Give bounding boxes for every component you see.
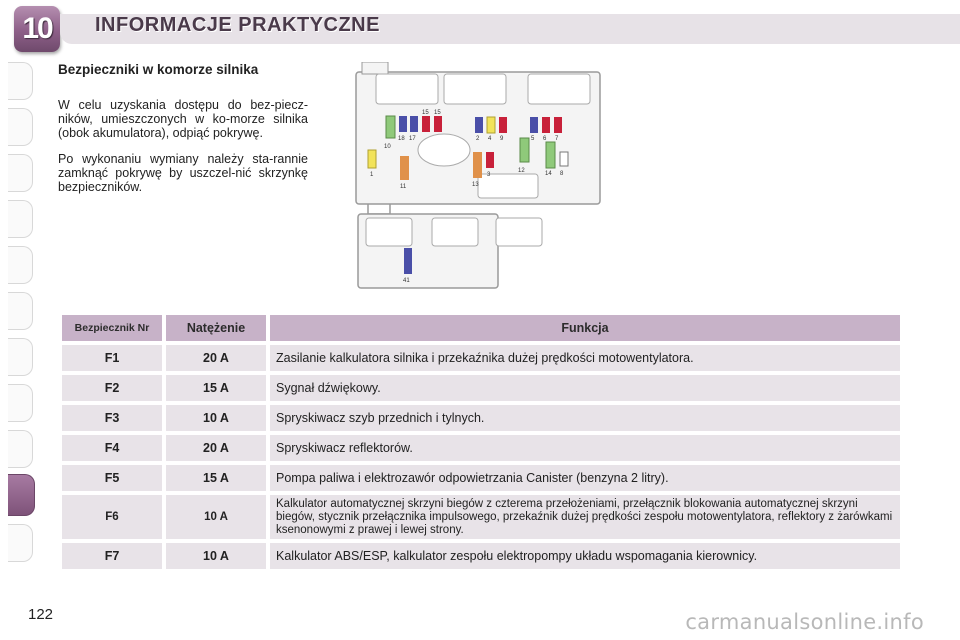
chapter-tab-11[interactable] xyxy=(8,524,33,562)
header-function: Funkcja xyxy=(270,315,900,341)
chapter-tabs xyxy=(0,62,34,582)
page-title: INFORMACJE PRAKTYCZNE xyxy=(95,14,380,36)
label-f41: 41 xyxy=(403,278,410,284)
label-f15b: 15 xyxy=(434,110,441,116)
fuse-11 xyxy=(400,156,409,180)
label-f17: 17 xyxy=(409,136,416,142)
box-latch xyxy=(362,62,388,74)
chapter-number: 10 xyxy=(22,12,52,45)
table-row xyxy=(62,495,900,539)
fuse-amperage: 10 A xyxy=(166,543,266,569)
fuse-14 xyxy=(546,142,555,168)
chapter-tab-2[interactable] xyxy=(8,108,33,146)
fuse-12 xyxy=(520,138,529,162)
label-f3: 3 xyxy=(487,172,491,178)
fuse-function: Kalkulator automatycznej skrzyni biegów z czterema przełożeniami, przełącznik blokowania automatycznej skrzyni biegów, stycznik przełącznika impulsowego, przekaźnik dużej prędkości zespołu motowentylatora, reflektory z żarówkami ksenonowymi z prawej i lewej strony. xyxy=(270,495,900,539)
fuse-amperage: 15 A xyxy=(166,375,266,401)
fuse-41 xyxy=(404,248,412,274)
paragraph-close-cover: Po wykonaniu wymiany należy sta-rannie zamknąć pokrywę by uszczel-nić skrzynkę bezpieczników. xyxy=(58,152,308,194)
table-row xyxy=(62,465,900,491)
fuse-7 xyxy=(554,117,562,133)
label-f10: 10 xyxy=(384,144,391,150)
chapter-badge xyxy=(14,6,60,52)
fuse-amperage: 10 A xyxy=(166,495,266,539)
chapter-tab-3[interactable] xyxy=(8,154,33,192)
fuse-number: F2 xyxy=(62,375,162,401)
chapter-tab-10-active[interactable] xyxy=(8,474,35,516)
table-row xyxy=(62,345,900,371)
relay-slot xyxy=(432,218,478,246)
fuse-amperage: 15 A xyxy=(166,465,266,491)
fuse-10 xyxy=(386,116,395,138)
fuse-2 xyxy=(475,117,483,133)
table-row xyxy=(62,435,900,461)
table-row xyxy=(62,405,900,431)
fuse-table xyxy=(58,311,904,573)
fuse-number: F3 xyxy=(62,405,162,431)
fuse-function: Spryskiwacz reflektorów. xyxy=(270,435,900,461)
fuse-4 xyxy=(487,117,495,133)
label-f14: 14 xyxy=(545,171,552,177)
fuse-17 xyxy=(410,116,418,132)
fuse-13 xyxy=(473,152,482,178)
fuse-number: F1 xyxy=(62,345,162,371)
fuse-amperage: 20 A xyxy=(166,435,266,461)
chapter-tab-5[interactable] xyxy=(8,246,33,284)
fuse-3 xyxy=(486,152,494,168)
chapter-tab-9[interactable] xyxy=(8,430,33,468)
fuse-15b xyxy=(434,116,442,132)
chapter-tab-1[interactable] xyxy=(8,62,33,100)
fuse-function: Pompa paliwa i elektrozawór odpowietrzania Canister (benzyna 2 litry). xyxy=(270,465,900,491)
relay-slot xyxy=(376,74,438,104)
label-f11: 11 xyxy=(400,184,407,190)
fuse-number: F7 xyxy=(62,543,162,569)
relay-slot xyxy=(528,74,590,104)
watermark: carmanualsonline.info xyxy=(685,610,924,634)
fuse-function: Zasilanie kalkulatora silnika i przekaźnika dużej prędkości motowentylatora. xyxy=(270,345,900,371)
label-f4: 4 xyxy=(488,136,492,142)
header-amperage: Natężenie xyxy=(166,315,266,341)
section-title: Bezpieczniki w komorze silnika xyxy=(58,62,259,77)
fuse-box-diagram xyxy=(352,62,604,290)
label-f5: 5 xyxy=(531,136,535,142)
table-row xyxy=(62,375,900,401)
label-f12: 12 xyxy=(518,168,525,174)
label-f1: 1 xyxy=(370,172,374,178)
fuse-function: Spryskiwacz szyb przednich i tylnych. xyxy=(270,405,900,431)
label-f13: 13 xyxy=(472,182,479,188)
label-f8: 8 xyxy=(560,171,564,177)
chapter-tab-4[interactable] xyxy=(8,200,33,238)
relay-slot xyxy=(366,218,412,246)
fuse-function: Sygnał dźwiękowy. xyxy=(270,375,900,401)
fuse-amperage: 20 A xyxy=(166,345,266,371)
fuse-8 xyxy=(560,152,568,166)
connector-slot xyxy=(418,134,470,166)
fuse-function: Kalkulator ABS/ESP, kalkulator zespołu elektropompy układu wspomagania kierownicy. xyxy=(270,543,900,569)
relay-slot xyxy=(496,218,542,246)
fuse-1 xyxy=(368,150,376,168)
page-number: 122 xyxy=(28,606,54,623)
label-f7: 7 xyxy=(555,136,559,142)
fuse-6 xyxy=(542,117,550,133)
relay-slot xyxy=(444,74,506,104)
fuse-amperage: 10 A xyxy=(166,405,266,431)
label-f15a: 15 xyxy=(422,110,429,116)
fuse-9 xyxy=(499,117,507,133)
fuse-number: F5 xyxy=(62,465,162,491)
fuse-5 xyxy=(530,117,538,133)
table-row xyxy=(62,543,900,569)
table-header-row xyxy=(62,315,900,341)
fuse-number: F4 xyxy=(62,435,162,461)
label-f9: 9 xyxy=(500,136,504,142)
fuse-number: F6 xyxy=(62,495,162,539)
chapter-tab-6[interactable] xyxy=(8,292,33,330)
chapter-tab-7[interactable] xyxy=(8,338,33,376)
header-fuse-number: Bezpiecznik Nr xyxy=(62,315,162,341)
fuse-15a xyxy=(422,116,430,132)
chapter-tab-8[interactable] xyxy=(8,384,33,422)
label-f6: 6 xyxy=(543,136,547,142)
label-f2: 2 xyxy=(476,136,480,142)
paragraph-access: W celu uzyskania dostępu do bez-pieczników, umieszczonych w ko-morze silnika (obok akumulatora), odpiąć pokrywę. xyxy=(58,98,308,140)
box-connector xyxy=(368,204,390,214)
label-f18: 18 xyxy=(398,136,405,142)
fuse-18 xyxy=(399,116,407,132)
